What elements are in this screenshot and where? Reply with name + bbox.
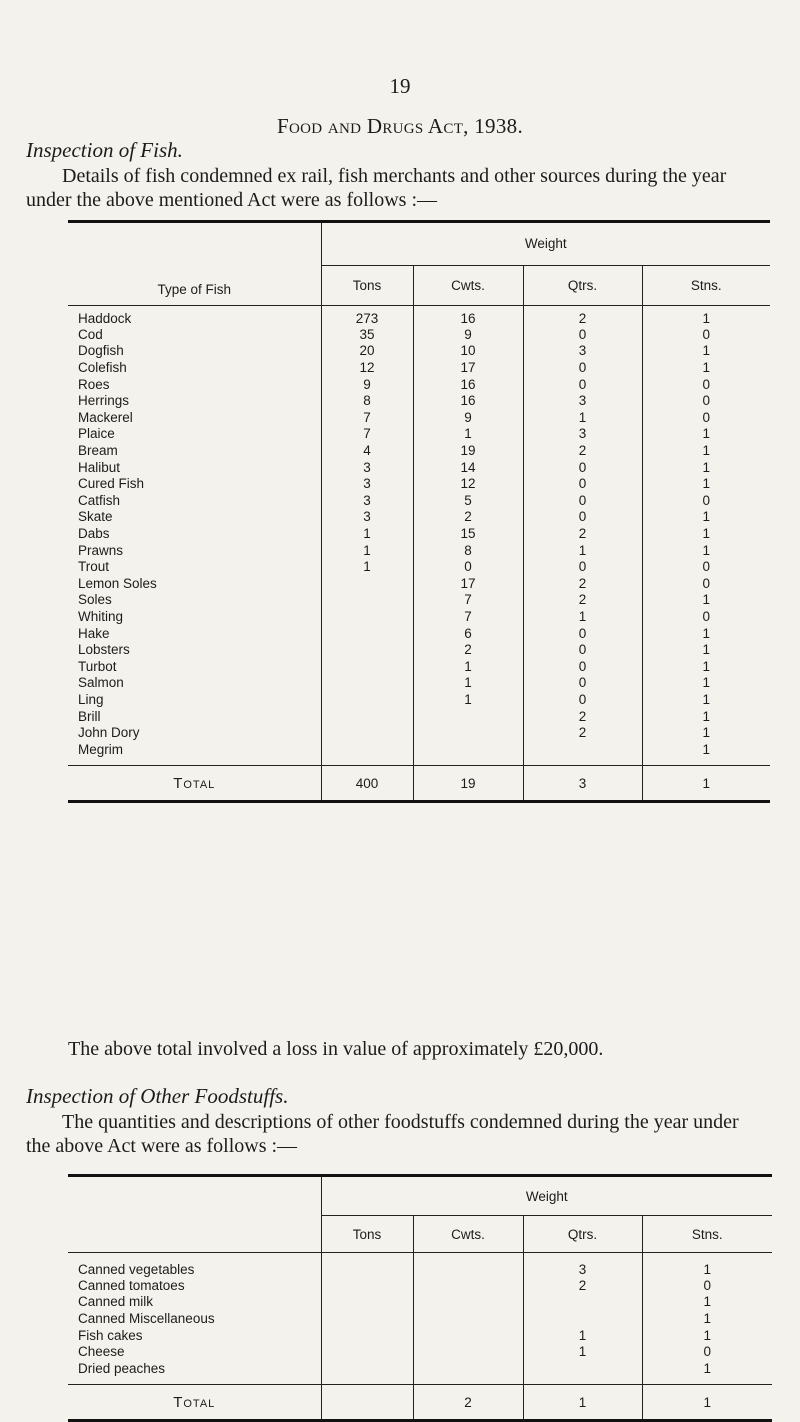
other-stns-cell: 0 bbox=[703, 1344, 711, 1360]
table-row bbox=[68, 658, 770, 675]
fish-tons-cell bbox=[321, 724, 413, 741]
row-name: Prawns bbox=[78, 542, 124, 558]
fish-tons-cell bbox=[321, 708, 413, 725]
fish-tons-cell: 273 bbox=[321, 306, 413, 327]
table-row bbox=[68, 475, 770, 492]
spacer-cell bbox=[642, 1377, 772, 1385]
fish-qtrs-cell: 0 bbox=[523, 326, 642, 343]
row-name: Colefish bbox=[78, 360, 127, 376]
row-name: Cured Fish bbox=[78, 476, 145, 492]
row-name: Dogfish bbox=[78, 343, 124, 359]
row-label bbox=[68, 359, 321, 376]
fish-cwts-cell: 10 bbox=[413, 343, 523, 360]
total-label-cell bbox=[68, 1385, 321, 1421]
row-label bbox=[68, 558, 321, 575]
fish-cwts-cell: 2 bbox=[413, 641, 523, 658]
row-label bbox=[68, 525, 321, 542]
fish-intro bbox=[26, 164, 746, 212]
fish-tons-cell: 3 bbox=[321, 492, 413, 509]
table-row bbox=[68, 558, 770, 575]
tons-header: Tons bbox=[321, 265, 413, 305]
table-row bbox=[68, 724, 770, 741]
fish-stns-cell: 0 bbox=[702, 376, 710, 392]
row-label bbox=[68, 376, 321, 393]
total-label: Total bbox=[173, 774, 216, 792]
fish-cwts-cell: 15 bbox=[413, 525, 523, 542]
fish-tons-cell: 20 bbox=[321, 343, 413, 360]
fish-qtrs-cell: 2 bbox=[523, 724, 642, 741]
fish-stns-cell: 1 bbox=[702, 592, 710, 608]
fish-stns-cell: 1 bbox=[702, 426, 710, 442]
fish-cwts-cell: 6 bbox=[413, 625, 523, 642]
fish-qtrs-cell: 2 bbox=[523, 525, 642, 542]
fish-stns-cell: 1 bbox=[702, 542, 710, 558]
table-row bbox=[68, 708, 770, 725]
row-name: Halibut bbox=[78, 459, 121, 475]
fish-stns-cell: 1 bbox=[702, 708, 710, 724]
fish-qtrs-cell: 0 bbox=[523, 625, 642, 642]
row-name: Turbot bbox=[78, 658, 117, 674]
fish-qtrs-cell: 3 bbox=[523, 426, 642, 443]
spacer-cell bbox=[413, 758, 523, 766]
fish-tons-cell: 1 bbox=[321, 525, 413, 542]
fish-tons-cell bbox=[321, 741, 413, 758]
table-row bbox=[68, 575, 770, 592]
fish-qtrs-cell: 2 bbox=[523, 708, 642, 725]
spacer-cell bbox=[68, 758, 321, 766]
fish-tons-cell bbox=[321, 675, 413, 692]
total-cwts: 19 bbox=[413, 766, 523, 802]
fish-stns-cell: 1 bbox=[702, 343, 710, 359]
fish-tons-cell: 12 bbox=[321, 359, 413, 376]
total-qtrs: 3 bbox=[523, 766, 642, 802]
total-stns: 1 bbox=[642, 766, 770, 802]
fish-qtrs-cell: 0 bbox=[523, 359, 642, 376]
other-cwts-cell bbox=[413, 1253, 523, 1278]
fish-cwts-cell: 7 bbox=[413, 608, 523, 625]
qtrs-header: Qtrs. bbox=[523, 265, 642, 305]
row-label bbox=[68, 426, 321, 443]
fish-cwts-cell: 9 bbox=[413, 326, 523, 343]
row-label bbox=[68, 326, 321, 343]
fish-stns-cell: 0 bbox=[702, 559, 710, 575]
fish-tons-cell: 1 bbox=[321, 542, 413, 559]
row-label bbox=[68, 658, 321, 675]
other-foodstuffs-table bbox=[68, 1174, 772, 1422]
fish-tons-cell: 7 bbox=[321, 426, 413, 443]
row-name: Salmon bbox=[78, 675, 124, 691]
other-tons-cell bbox=[321, 1360, 413, 1377]
other-qtrs-cell bbox=[523, 1294, 642, 1311]
fish-qtrs-cell bbox=[523, 741, 642, 758]
fish-cwts-cell: 2 bbox=[413, 509, 523, 526]
fish-stns-cell: 0 bbox=[702, 492, 710, 508]
other-stns-cell: 1 bbox=[703, 1311, 711, 1327]
other-cwts-header: Cwts. bbox=[413, 1216, 523, 1253]
spacer-cell bbox=[642, 758, 770, 766]
page-number: 19 bbox=[389, 74, 411, 98]
table-row bbox=[68, 1360, 772, 1377]
row-name: Canned Miscellaneous bbox=[78, 1311, 215, 1327]
spacer-cell bbox=[321, 1377, 413, 1385]
other-stns-cell: 1 bbox=[703, 1327, 711, 1343]
loss-statement: The above total involved a loss in value of approximately £20,000. bbox=[68, 1038, 604, 1060]
table-row bbox=[68, 1253, 772, 1278]
table-row bbox=[68, 608, 770, 625]
table-row bbox=[68, 359, 770, 376]
total-label: Total bbox=[173, 1393, 216, 1411]
other-cwts-cell bbox=[413, 1277, 523, 1294]
row-name: Canned vegetables bbox=[78, 1261, 195, 1277]
fish-tons-cell bbox=[321, 592, 413, 609]
other-cwts-cell bbox=[413, 1327, 523, 1344]
table-row bbox=[68, 343, 770, 360]
fish-qtrs-cell: 1 bbox=[523, 542, 642, 559]
other-qtrs-cell: 1 bbox=[523, 1343, 642, 1360]
table-row bbox=[68, 376, 770, 393]
other-intro-text: The quantities and descriptions of other foodstuffs condemned during the year under the above Act were as follows :— bbox=[26, 1111, 739, 1157]
table-row bbox=[68, 691, 770, 708]
row-label bbox=[68, 306, 321, 327]
row-name: Skate bbox=[78, 509, 113, 525]
spacer-cell bbox=[523, 758, 642, 766]
spacer-cell bbox=[523, 1377, 642, 1385]
fish-tons-cell: 8 bbox=[321, 392, 413, 409]
fish-stns-cell: 1 bbox=[702, 360, 710, 376]
spacer-row bbox=[68, 758, 770, 766]
fish-tons-cell: 9 bbox=[321, 376, 413, 393]
fish-cwts-cell: 16 bbox=[413, 392, 523, 409]
fish-stns-cell: 1 bbox=[702, 725, 710, 741]
fish-cwts-cell: 7 bbox=[413, 592, 523, 609]
fish-cwts-cell: 1 bbox=[413, 691, 523, 708]
fish-cwts-cell: 16 bbox=[413, 306, 523, 327]
fish-stns-cell: 1 bbox=[702, 625, 710, 641]
row-name: Mackerel bbox=[78, 409, 133, 425]
total-tons: 400 bbox=[321, 766, 413, 802]
row-label bbox=[68, 509, 321, 526]
fish-cwts-cell bbox=[413, 708, 523, 725]
fish-tons-cell bbox=[321, 608, 413, 625]
other-tons-header: Tons bbox=[321, 1216, 413, 1253]
other-qtrs-cell: 1 bbox=[523, 1327, 642, 1344]
fish-tons-cell: 35 bbox=[321, 326, 413, 343]
fish-stns-cell: 1 bbox=[702, 509, 710, 525]
fish-intro-text: Details of fish condemned ex rail, fish merchants and other sources during the year under the above mentioned Act were as follows :— bbox=[26, 165, 727, 211]
row-label bbox=[68, 459, 321, 476]
fish-cwts-cell: 1 bbox=[413, 675, 523, 692]
fish-table bbox=[68, 220, 770, 803]
fish-stns-cell: 1 bbox=[702, 310, 710, 326]
row-name: Whiting bbox=[78, 608, 124, 624]
fish-table-body bbox=[68, 306, 770, 802]
fish-tons-cell: 3 bbox=[321, 475, 413, 492]
total-row bbox=[68, 1385, 772, 1421]
fish-stns-cell: 1 bbox=[702, 459, 710, 475]
fish-qtrs-cell: 0 bbox=[523, 475, 642, 492]
other-weight-header: Weight bbox=[321, 1176, 772, 1216]
fish-qtrs-cell: 0 bbox=[523, 459, 642, 476]
row-label bbox=[68, 1310, 321, 1327]
fish-cwts-cell: 19 bbox=[413, 442, 523, 459]
cwts-header: Cwts. bbox=[413, 265, 523, 305]
other-intro bbox=[26, 1110, 746, 1158]
other-tons-cell bbox=[321, 1310, 413, 1327]
row-name: Herrings bbox=[78, 393, 130, 409]
table-row bbox=[68, 542, 770, 559]
spacer-cell bbox=[413, 1377, 523, 1385]
row-label bbox=[68, 442, 321, 459]
other-tons-cell bbox=[321, 1253, 413, 1278]
table-row bbox=[68, 625, 770, 642]
row-label bbox=[68, 392, 321, 409]
other-type-header bbox=[68, 1176, 321, 1253]
row-name: Hake bbox=[78, 625, 110, 641]
row-label bbox=[68, 592, 321, 609]
fish-section-heading: Inspection of Fish. bbox=[26, 138, 183, 162]
other-cwts-cell bbox=[413, 1360, 523, 1377]
row-name: Ling bbox=[78, 691, 104, 707]
row-name: Fish cakes bbox=[78, 1327, 143, 1343]
row-label bbox=[68, 1294, 321, 1311]
fish-tons-cell bbox=[321, 658, 413, 675]
row-label bbox=[68, 708, 321, 725]
fish-cwts-cell: 12 bbox=[413, 475, 523, 492]
fish-stns-cell: 0 bbox=[702, 608, 710, 624]
fish-stns-cell: 1 bbox=[702, 642, 710, 658]
row-label bbox=[68, 724, 321, 741]
fish-qtrs-cell: 0 bbox=[523, 641, 642, 658]
fish-qtrs-cell: 2 bbox=[523, 306, 642, 327]
table-row bbox=[68, 592, 770, 609]
table-row bbox=[68, 326, 770, 343]
fish-stns-cell: 0 bbox=[702, 409, 710, 425]
row-name: Roes bbox=[78, 376, 110, 392]
fish-cwts-cell bbox=[413, 741, 523, 758]
fish-cwts-cell: 1 bbox=[413, 426, 523, 443]
fish-tons-cell: 7 bbox=[321, 409, 413, 426]
table-row bbox=[68, 1327, 772, 1344]
fish-qtrs-cell: 1 bbox=[523, 409, 642, 426]
fish-tons-cell: 4 bbox=[321, 442, 413, 459]
type-of-fish-header: Type of Fish bbox=[68, 222, 321, 306]
row-name: Cod bbox=[78, 326, 103, 342]
other-qtrs-header: Qtrs. bbox=[523, 1216, 642, 1253]
row-label bbox=[68, 343, 321, 360]
total-row bbox=[68, 766, 770, 802]
other-stns-cell: 1 bbox=[703, 1261, 711, 1277]
fish-stns-cell: 1 bbox=[702, 526, 710, 542]
fish-cwts-cell: 5 bbox=[413, 492, 523, 509]
fish-stns-cell: 1 bbox=[702, 476, 710, 492]
row-label bbox=[68, 641, 321, 658]
row-label bbox=[68, 741, 321, 758]
fish-tons-cell bbox=[321, 691, 413, 708]
other-tons-cell bbox=[321, 1343, 413, 1360]
fish-cwts-cell: 1 bbox=[413, 658, 523, 675]
fish-cwts-cell: 8 bbox=[413, 542, 523, 559]
row-name: Bream bbox=[78, 443, 118, 459]
fish-tons-cell: 1 bbox=[321, 558, 413, 575]
other-stns-cell: 1 bbox=[703, 1294, 711, 1310]
fish-stns-cell: 1 bbox=[702, 443, 710, 459]
table-row bbox=[68, 525, 770, 542]
row-name: Canned milk bbox=[78, 1294, 154, 1310]
other-tons-cell bbox=[321, 1327, 413, 1344]
fish-stns-cell: 1 bbox=[702, 675, 710, 691]
other-section-heading: Inspection of Other Foodstuffs. bbox=[26, 1084, 289, 1108]
fish-tons-cell: 3 bbox=[321, 459, 413, 476]
total-tons bbox=[321, 1385, 413, 1421]
table-row bbox=[68, 442, 770, 459]
table-row bbox=[68, 1277, 772, 1294]
other-cwts-cell bbox=[413, 1294, 523, 1311]
table-row bbox=[68, 641, 770, 658]
row-name: John Dory bbox=[78, 725, 140, 741]
fish-cwts-cell bbox=[413, 724, 523, 741]
act-title: Food and Drugs Act, 1938. bbox=[276, 114, 524, 138]
stns-header: Stns. bbox=[642, 265, 770, 305]
fish-qtrs-cell: 2 bbox=[523, 442, 642, 459]
row-name: Dabs bbox=[78, 526, 110, 542]
fish-qtrs-cell: 3 bbox=[523, 392, 642, 409]
fish-cwts-cell: 0 bbox=[413, 558, 523, 575]
other-cwts-cell bbox=[413, 1310, 523, 1327]
other-tons-cell bbox=[321, 1294, 413, 1311]
other-cwts-cell bbox=[413, 1343, 523, 1360]
row-label bbox=[68, 1253, 321, 1278]
fish-qtrs-cell: 2 bbox=[523, 592, 642, 609]
fish-qtrs-cell: 0 bbox=[523, 691, 642, 708]
row-name: Canned tomatoes bbox=[78, 1277, 185, 1293]
row-label bbox=[68, 492, 321, 509]
row-label bbox=[68, 608, 321, 625]
fish-qtrs-cell: 2 bbox=[523, 575, 642, 592]
table-row bbox=[68, 306, 770, 327]
fish-cwts-cell: 17 bbox=[413, 575, 523, 592]
spacer-cell bbox=[321, 758, 413, 766]
row-label bbox=[68, 1277, 321, 1294]
fish-qtrs-cell: 0 bbox=[523, 558, 642, 575]
other-stns-header: Stns. bbox=[642, 1216, 772, 1253]
row-name: Megrim bbox=[78, 741, 124, 757]
row-name: Brill bbox=[78, 708, 101, 724]
fish-tons-cell: 3 bbox=[321, 509, 413, 526]
row-name: Catfish bbox=[78, 492, 121, 508]
fish-stns-cell: 0 bbox=[702, 393, 710, 409]
row-name: Lemon Soles bbox=[78, 575, 157, 591]
fish-stns-cell: 1 bbox=[702, 691, 710, 707]
fish-qtrs-cell: 0 bbox=[523, 509, 642, 526]
fish-tons-cell bbox=[321, 575, 413, 592]
row-label bbox=[68, 1327, 321, 1344]
fish-cwts-cell: 14 bbox=[413, 459, 523, 476]
table-row bbox=[68, 426, 770, 443]
fish-qtrs-cell: 0 bbox=[523, 492, 642, 509]
row-name: Dried peaches bbox=[78, 1360, 166, 1376]
table-row bbox=[68, 509, 770, 526]
row-label bbox=[68, 691, 321, 708]
row-name: Soles bbox=[78, 592, 112, 608]
fish-qtrs-cell: 3 bbox=[523, 343, 642, 360]
fish-tons-cell bbox=[321, 641, 413, 658]
table-row bbox=[68, 741, 770, 758]
other-qtrs-cell: 3 bbox=[523, 1253, 642, 1278]
table-row bbox=[68, 492, 770, 509]
row-label bbox=[68, 675, 321, 692]
fish-tons-cell bbox=[321, 625, 413, 642]
row-label bbox=[68, 409, 321, 426]
spacer-cell bbox=[68, 1377, 321, 1385]
fish-qtrs-cell: 0 bbox=[523, 658, 642, 675]
row-name: Haddock bbox=[78, 310, 132, 326]
row-label bbox=[68, 1343, 321, 1360]
table-row bbox=[68, 459, 770, 476]
row-name: Trout bbox=[78, 559, 110, 575]
row-name: Cheese bbox=[78, 1344, 125, 1360]
other-qtrs-cell bbox=[523, 1310, 642, 1327]
other-qtrs-cell bbox=[523, 1360, 642, 1377]
spacer-row bbox=[68, 1377, 772, 1385]
row-label bbox=[68, 475, 321, 492]
table-row bbox=[68, 392, 770, 409]
fish-cwts-cell: 9 bbox=[413, 409, 523, 426]
table-row bbox=[68, 1294, 772, 1311]
table-row bbox=[68, 675, 770, 692]
fish-cwts-cell: 16 bbox=[413, 376, 523, 393]
row-label bbox=[68, 625, 321, 642]
other-stns-cell: 1 bbox=[703, 1360, 711, 1376]
row-name: Plaice bbox=[78, 426, 115, 442]
fish-qtrs-cell: 0 bbox=[523, 675, 642, 692]
fish-cwts-cell: 17 bbox=[413, 359, 523, 376]
fish-qtrs-cell: 1 bbox=[523, 608, 642, 625]
other-stns-cell: 0 bbox=[703, 1277, 711, 1293]
table-row bbox=[68, 1343, 772, 1360]
row-label bbox=[68, 1360, 321, 1377]
other-tons-cell bbox=[321, 1277, 413, 1294]
total-cwts: 2 bbox=[413, 1385, 523, 1421]
fish-stns-cell: 1 bbox=[702, 658, 710, 674]
total-qtrs: 1 bbox=[523, 1385, 642, 1421]
fish-stns-cell: 1 bbox=[702, 741, 710, 757]
total-label-cell bbox=[68, 766, 321, 802]
fish-stns-cell: 0 bbox=[702, 326, 710, 342]
row-label bbox=[68, 575, 321, 592]
fish-qtrs-cell: 0 bbox=[523, 376, 642, 393]
table-row bbox=[68, 409, 770, 426]
other-qtrs-cell: 2 bbox=[523, 1277, 642, 1294]
fish-stns-cell: 0 bbox=[702, 575, 710, 591]
weight-header: Weight bbox=[321, 222, 770, 266]
row-label bbox=[68, 542, 321, 559]
row-name: Lobsters bbox=[78, 642, 130, 658]
table-row bbox=[68, 1310, 772, 1327]
other-table-body bbox=[68, 1253, 772, 1421]
total-stns: 1 bbox=[642, 1385, 772, 1421]
